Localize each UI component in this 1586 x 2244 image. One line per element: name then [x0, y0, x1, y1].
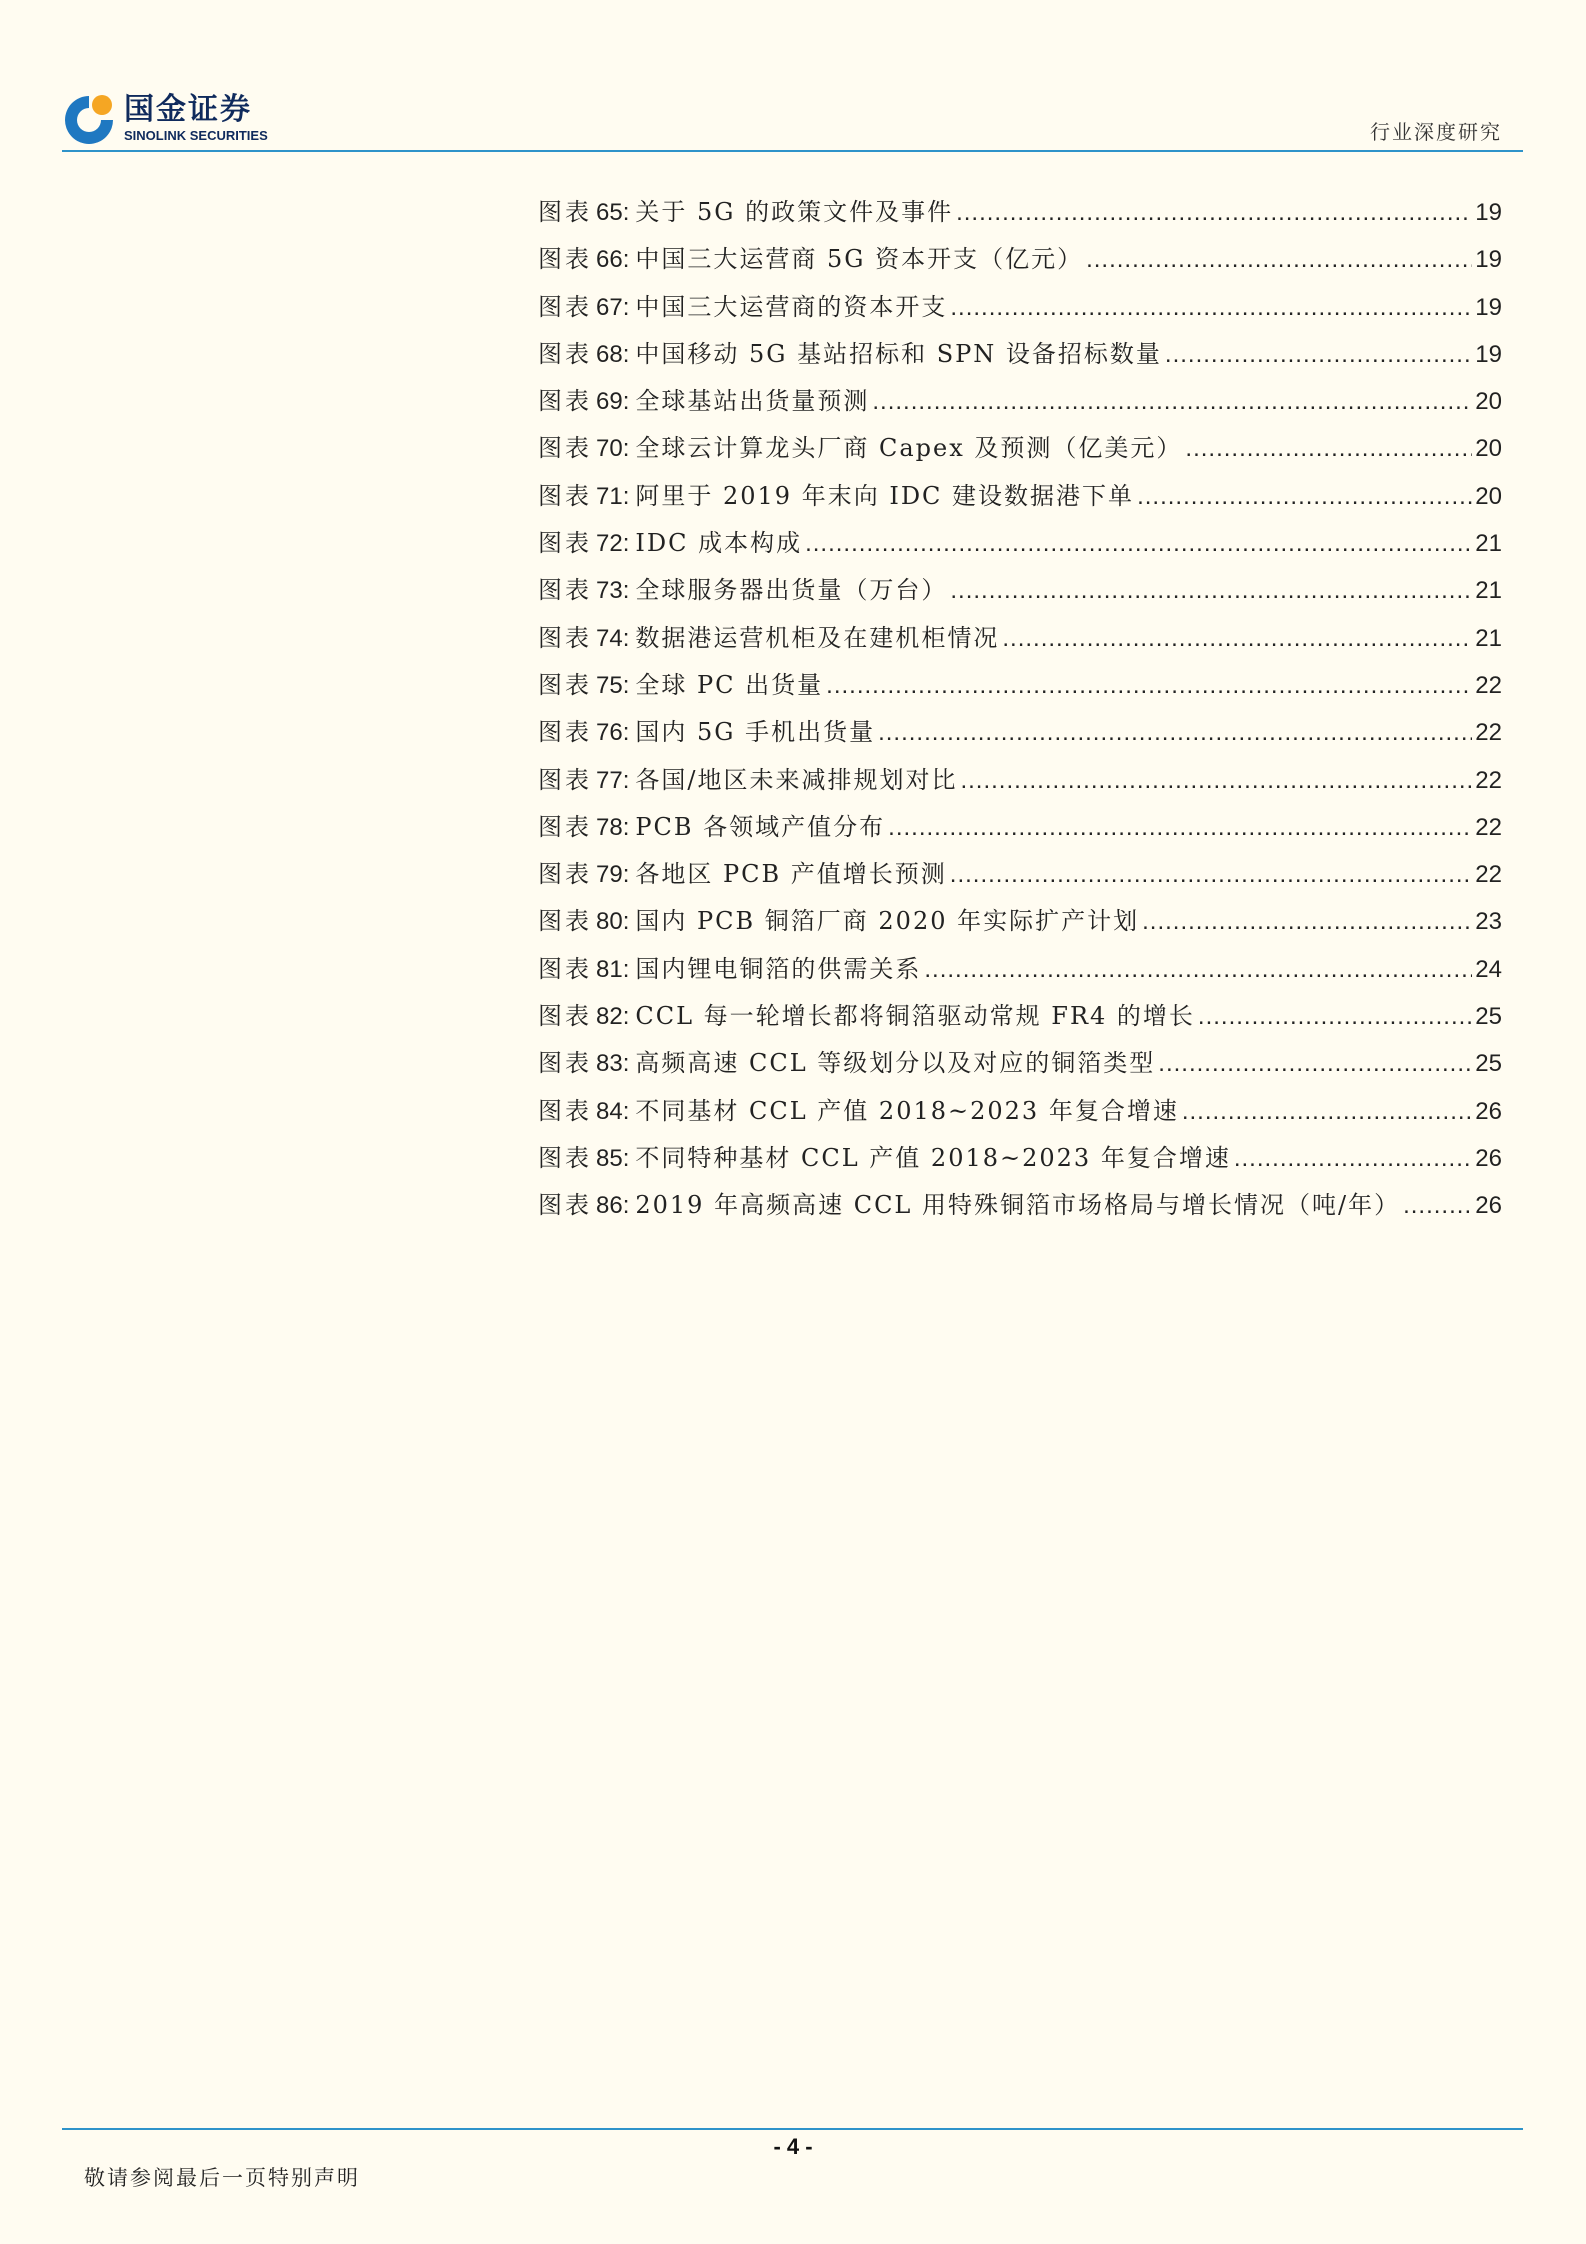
toc-dot-leader: [950, 577, 1472, 605]
toc-entry-page: 19: [1475, 340, 1502, 368]
footer-divider: [62, 2128, 1523, 2130]
toc-entry[interactable]: [538, 807, 1502, 854]
toc-entry-title: 不同基材 CCL 产值 2018~2023 年复合增速: [635, 1096, 1179, 1125]
toc-entry-page: 21: [1475, 577, 1502, 605]
toc-entry-page: 22: [1475, 671, 1502, 699]
toc-entry[interactable]: [538, 334, 1502, 381]
toc-entry-number: 74:: [596, 624, 630, 652]
toc-entry-number: 83:: [596, 1050, 630, 1078]
toc-entry-number: 72:: [596, 530, 630, 558]
toc-entry-number: 67:: [596, 293, 630, 321]
page-header: [62, 88, 1522, 152]
toc-entry-prefix: 图表: [538, 198, 592, 226]
toc-entry-title: 国内 5G 手机出货量: [635, 718, 876, 747]
company-logo: [62, 88, 292, 148]
toc-entry-page: 24: [1475, 955, 1502, 983]
toc-dot-leader: [1086, 246, 1472, 274]
toc-dot-leader: [950, 861, 1473, 889]
toc-entry-prefix: 图表: [538, 954, 592, 983]
toc-entry-number: 75:: [596, 671, 630, 699]
toc-entry-page: 26: [1475, 1097, 1502, 1125]
toc-entry-title: 中国三大运营商 5G 资本开支（亿元）: [635, 245, 1084, 274]
toc-entry-title: 全球 PC 出货量: [635, 670, 824, 699]
toc-entry-prefix: 图表: [538, 576, 592, 605]
toc-entry-page: 25: [1475, 1050, 1502, 1078]
toc-entry-prefix: 图表: [538, 292, 592, 321]
toc-dot-leader: [1142, 908, 1472, 936]
toc-entry[interactable]: [538, 665, 1502, 712]
toc-entry-page: 22: [1475, 861, 1502, 889]
header-divider: [62, 150, 1523, 152]
toc-entry-title: 国内 PCB 铜箔厂商 2020 年实际扩产计划: [635, 907, 1140, 936]
toc-dot-leader: [1182, 1098, 1472, 1126]
toc-entry-title: 阿里于 2019 年末向 IDC 建设数据港下单: [635, 481, 1135, 510]
toc-entry-prefix: 图表: [538, 623, 592, 652]
toc-dot-leader: [1158, 1050, 1472, 1078]
toc-entry-prefix: 图表: [538, 339, 592, 368]
toc-entry-prefix: 图表: [538, 812, 592, 841]
logo-english-name: SINOLINK SECURITIES: [124, 127, 268, 143]
toc-entry-title: 不同特种基材 CCL 产值 2018~2023 年复合增速: [635, 1143, 1231, 1172]
toc-dot-leader: [1165, 341, 1472, 369]
toc-entry-number: 69:: [596, 388, 630, 416]
toc-entry-page: 21: [1475, 624, 1502, 652]
toc-dot-leader: [1403, 1192, 1472, 1220]
toc-entry[interactable]: [538, 570, 1502, 617]
toc-entry-number: 73:: [596, 577, 630, 605]
toc-entry-title: 国内锂电铜箔的供需关系: [635, 954, 922, 983]
toc-entry[interactable]: [538, 712, 1502, 759]
toc-entry-title: CCL 每一轮增长都将铜箔驱动常规 FR4 的增长: [635, 1002, 1195, 1031]
toc-entry[interactable]: [538, 287, 1502, 334]
toc-entry-prefix: 图表: [538, 860, 592, 889]
toc-entry[interactable]: [538, 239, 1502, 286]
toc-dot-leader: [1137, 483, 1472, 511]
toc-dot-leader: [1198, 1003, 1472, 1031]
toc-dot-leader: [888, 814, 1472, 842]
toc-entry-number: 77:: [596, 766, 630, 794]
toc-entry-page: 21: [1475, 530, 1502, 558]
toc-entry[interactable]: [538, 428, 1502, 475]
toc-entry-title: 全球基站出货量预测: [635, 387, 870, 416]
toc-entry-prefix: 图表: [538, 1191, 592, 1220]
toc-entry-page: 19: [1475, 246, 1502, 274]
toc-entry-title: IDC 成本构成: [635, 529, 803, 558]
toc-entry-page: 22: [1475, 719, 1502, 747]
toc-entry-title: 关于 5G 的政策文件及事件: [635, 198, 954, 226]
toc-entry[interactable]: [538, 760, 1502, 807]
toc-entry-prefix: 图表: [538, 1049, 592, 1078]
toc-entry[interactable]: [538, 854, 1502, 901]
toc-entry-prefix: 图表: [538, 907, 592, 936]
toc-entry-page: 26: [1475, 1192, 1502, 1220]
toc-entry-title: 全球服务器出货量（万台）: [635, 576, 948, 605]
toc-entry-prefix: 图表: [538, 765, 592, 794]
table-of-figures: [538, 192, 1502, 1233]
toc-dot-leader: [950, 294, 1472, 322]
toc-entry-number: 76:: [596, 719, 630, 747]
page-number: - 4 -: [773, 2134, 813, 2159]
toc-entry-number: 84:: [596, 1097, 630, 1125]
toc-entry-number: 82:: [596, 1003, 630, 1031]
toc-entry-prefix: 图表: [538, 718, 592, 747]
toc-dot-leader: [960, 767, 1472, 795]
toc-entry-prefix: 图表: [538, 529, 592, 558]
toc-entry-prefix: 图表: [538, 245, 592, 274]
toc-dot-leader: [1234, 1145, 1472, 1173]
toc-entry[interactable]: [538, 901, 1502, 948]
toc-entry-title: 中国移动 5G 基站招标和 SPN 设备招标数量: [635, 339, 1162, 368]
toc-dot-leader: [956, 199, 1472, 227]
toc-dot-leader: [872, 388, 1472, 416]
toc-entry[interactable]: [538, 476, 1502, 523]
toc-entry-prefix: 图表: [538, 434, 592, 463]
logo-chinese-name: 国金证券: [124, 91, 252, 127]
toc-dot-leader: [1002, 625, 1472, 653]
toc-entry-number: 66:: [596, 246, 630, 274]
toc-entry-title: 2019 年高频高速 CCL 用特殊铜箔市场格局与增长情况（吨/年）: [635, 1191, 1401, 1220]
report-type-label: 行业深度研究: [1370, 120, 1502, 144]
toc-entry[interactable]: [538, 1185, 1502, 1232]
toc-entry[interactable]: [538, 1043, 1502, 1090]
toc-entry-number: 86:: [596, 1192, 630, 1220]
toc-entry-prefix: 图表: [538, 1002, 592, 1031]
toc-entry-number: 68:: [596, 340, 630, 368]
toc-entry-page: 19: [1475, 199, 1502, 226]
toc-entry-prefix: 图表: [538, 1143, 592, 1172]
toc-entry-page: 26: [1475, 1144, 1502, 1172]
toc-entry-page: 19: [1475, 293, 1502, 321]
toc-entry-title: 各国/地区未来减排规划对比: [635, 765, 958, 794]
toc-entry-page: 22: [1475, 766, 1502, 794]
toc-entry-prefix: 图表: [538, 670, 592, 699]
toc-entry-title: 数据港运营机柜及在建机柜情况: [635, 623, 1000, 652]
toc-entry-title: 高频高速 CCL 等级划分以及对应的铜箔类型: [635, 1049, 1156, 1078]
toc-dot-leader: [805, 530, 1472, 558]
toc-entry-number: 78:: [596, 813, 630, 841]
toc-entry-title: PCB 各领域产值分布: [635, 812, 886, 841]
toc-entry-title: 各地区 PCB 产值增长预测: [635, 860, 947, 889]
toc-entry-number: 80:: [596, 908, 630, 936]
toc-entry-prefix: 图表: [538, 387, 592, 416]
toc-entry-title: 全球云计算龙头厂商 Capex 及预测（亿美元）: [635, 434, 1183, 463]
toc-entry-page: 22: [1475, 813, 1502, 841]
toc-dot-leader: [924, 956, 1472, 984]
toc-entry-number: 71:: [596, 482, 630, 510]
toc-entry-page: 23: [1475, 908, 1502, 936]
toc-entry[interactable]: [538, 192, 1502, 239]
toc-entry-page: 20: [1475, 482, 1502, 510]
toc-dot-leader: [878, 719, 1472, 747]
toc-entry-number: 65:: [596, 199, 630, 226]
toc-entry-page: 20: [1475, 388, 1502, 416]
toc-entry-page: 25: [1475, 1003, 1502, 1031]
toc-dot-leader: [1185, 435, 1472, 463]
toc-entry-prefix: 图表: [538, 1096, 592, 1125]
toc-entry-number: 70:: [596, 435, 630, 463]
toc-entry-number: 81:: [596, 955, 630, 983]
toc-entry-number: 79:: [596, 861, 630, 889]
toc-entry[interactable]: [538, 618, 1502, 665]
toc-entry-title: 中国三大运营商的资本开支: [635, 292, 948, 321]
toc-entry-number: 85:: [596, 1144, 630, 1172]
toc-entry[interactable]: [538, 949, 1502, 996]
toc-entry[interactable]: [538, 1138, 1502, 1185]
toc-dot-leader: [826, 672, 1472, 700]
sinolink-logo-icon: [62, 91, 116, 145]
toc-entry-page: 20: [1475, 435, 1502, 463]
toc-entry[interactable]: [538, 381, 1502, 428]
toc-entry-prefix: 图表: [538, 481, 592, 510]
toc-entry[interactable]: [538, 1091, 1502, 1138]
toc-entry[interactable]: [538, 996, 1502, 1043]
toc-entry[interactable]: [538, 523, 1502, 570]
disclaimer-text: 敬请参阅最后一页特别声明: [84, 2166, 360, 2190]
